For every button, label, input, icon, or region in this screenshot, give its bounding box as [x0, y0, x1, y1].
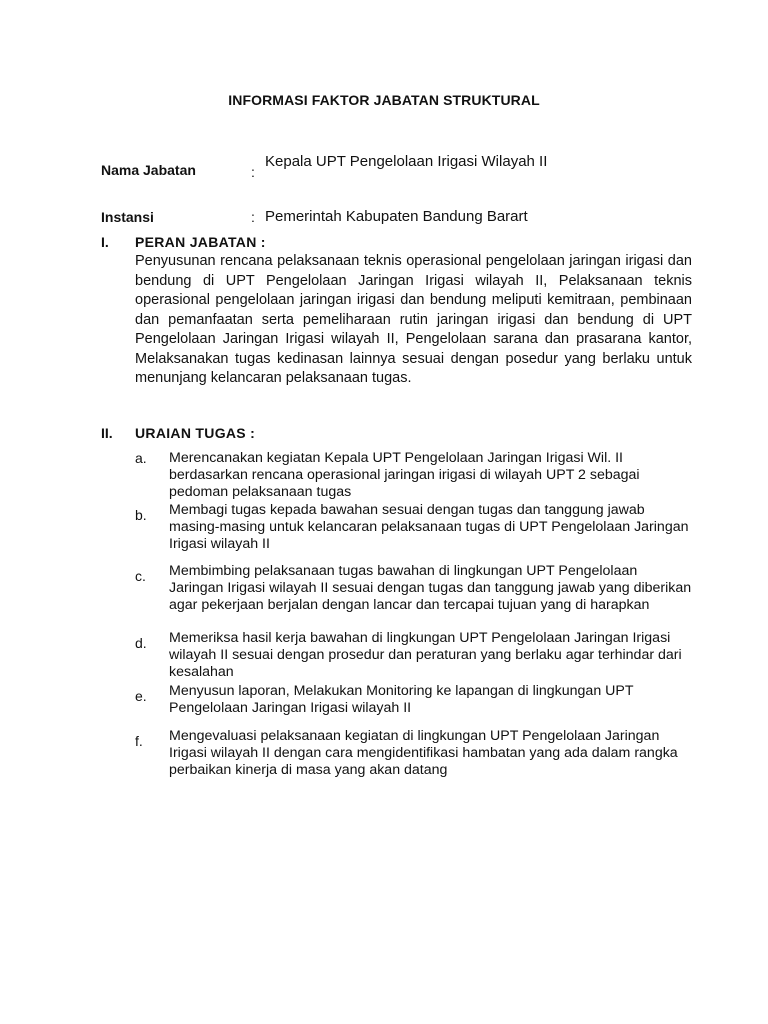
task-letter: d.	[135, 635, 147, 651]
section-title-peran-jabatan: PERAN JABATAN :	[135, 234, 266, 250]
task-text: Membagi tugas kepada bawahan sesuai dengan tugas dan tanggung jawab masing-masing untuk kelancaran pelaksanaan tugas di UPT Pengelolaan Jaringan Irigasi wilayah II	[169, 502, 689, 553]
field-label-instansi: Instansi	[101, 209, 154, 225]
field-colon-nama-jabatan: :	[251, 164, 255, 180]
task-text: Memeriksa hasil kerja bawahan di lingkungan UPT Pengelolaan Jaringan Irigasi wilayah II sesuai dengan prosedur dan peraturan yang berlaku agar terhindar dari kesalahan	[169, 630, 682, 681]
section-title-uraian-tugas: URAIAN TUGAS :	[135, 425, 256, 441]
field-value-nama-jabatan: Kepala UPT Pengelolaan Irigasi Wilayah II	[265, 153, 548, 170]
section-number-2: II.	[101, 425, 113, 441]
document-title: INFORMASI FAKTOR JABATAN STRUKTURAL	[228, 92, 540, 108]
task-text: Merencanakan kegiatan Kepala UPT Pengelolaan Jaringan Irigasi Wil. II berdasarkan rencana operasional jaringan irigasi di wilayah UPT 2 sebagai pedoman pelaksanaan tugas	[169, 450, 640, 501]
section-paragraph-peran-jabatan: Penyusunan rencana pelaksanaan teknis operasional pengelolaan jaringan irigasi dan bendung di UPT Pengelolaan Jaringan Irigasi wilayah II, Pelaksanaan teknis operasional pengelolaan jaringan irigasi dan bendung meliputi kemitraan, pembinaan dan pemanfaatan serta pemeliharaan rutin jaringan irigasi dan bendung di UPT Pengelolaan Jaringan Irigasi wilayah II, Pengelolaan sarana dan prasarana kantor, Melaksanakan tugas kedinasan lainnya sesuai dengan posedur yang berlaku untuk menunjang kelancaran pelaksanaan tugas.	[135, 253, 692, 386]
section-number-1: I.	[101, 234, 109, 250]
task-letter: b.	[135, 507, 147, 523]
task-letter: a.	[135, 450, 147, 466]
task-text: Membimbing pelaksanaan tugas bawahan di lingkungan UPT Pengelolaan Jaringan Irigasi wilayah II sesuai dengan tugas dan tanggung jawab yang diberikan agar pekerjaan berjalan dengan lancar dan tercapai tujuan yang di harapkan	[169, 563, 692, 614]
field-label-nama-jabatan: Nama Jabatan	[101, 162, 196, 178]
task-text: Mengevaluasi pelaksanaan kegiatan di lingkungan UPT Pengelolaan Jaringan Irigasi wilayah II dengan cara mengidentifikasi hambatan yang ada dalam rangka perbaikan kinerja di masa yang akan datang	[169, 728, 678, 779]
task-letter: c.	[135, 568, 146, 584]
task-letter: f.	[135, 733, 143, 749]
task-text: Menyusun laporan, Melakukan Monitoring ke lapangan di lingkungan UPT Pengelolaan Jaringan Irigasi wilayah II	[169, 683, 634, 717]
field-colon-instansi: :	[251, 209, 255, 225]
task-letter: e.	[135, 688, 147, 704]
field-value-instansi: Pemerintah Kabupaten Bandung Barart	[265, 208, 528, 225]
